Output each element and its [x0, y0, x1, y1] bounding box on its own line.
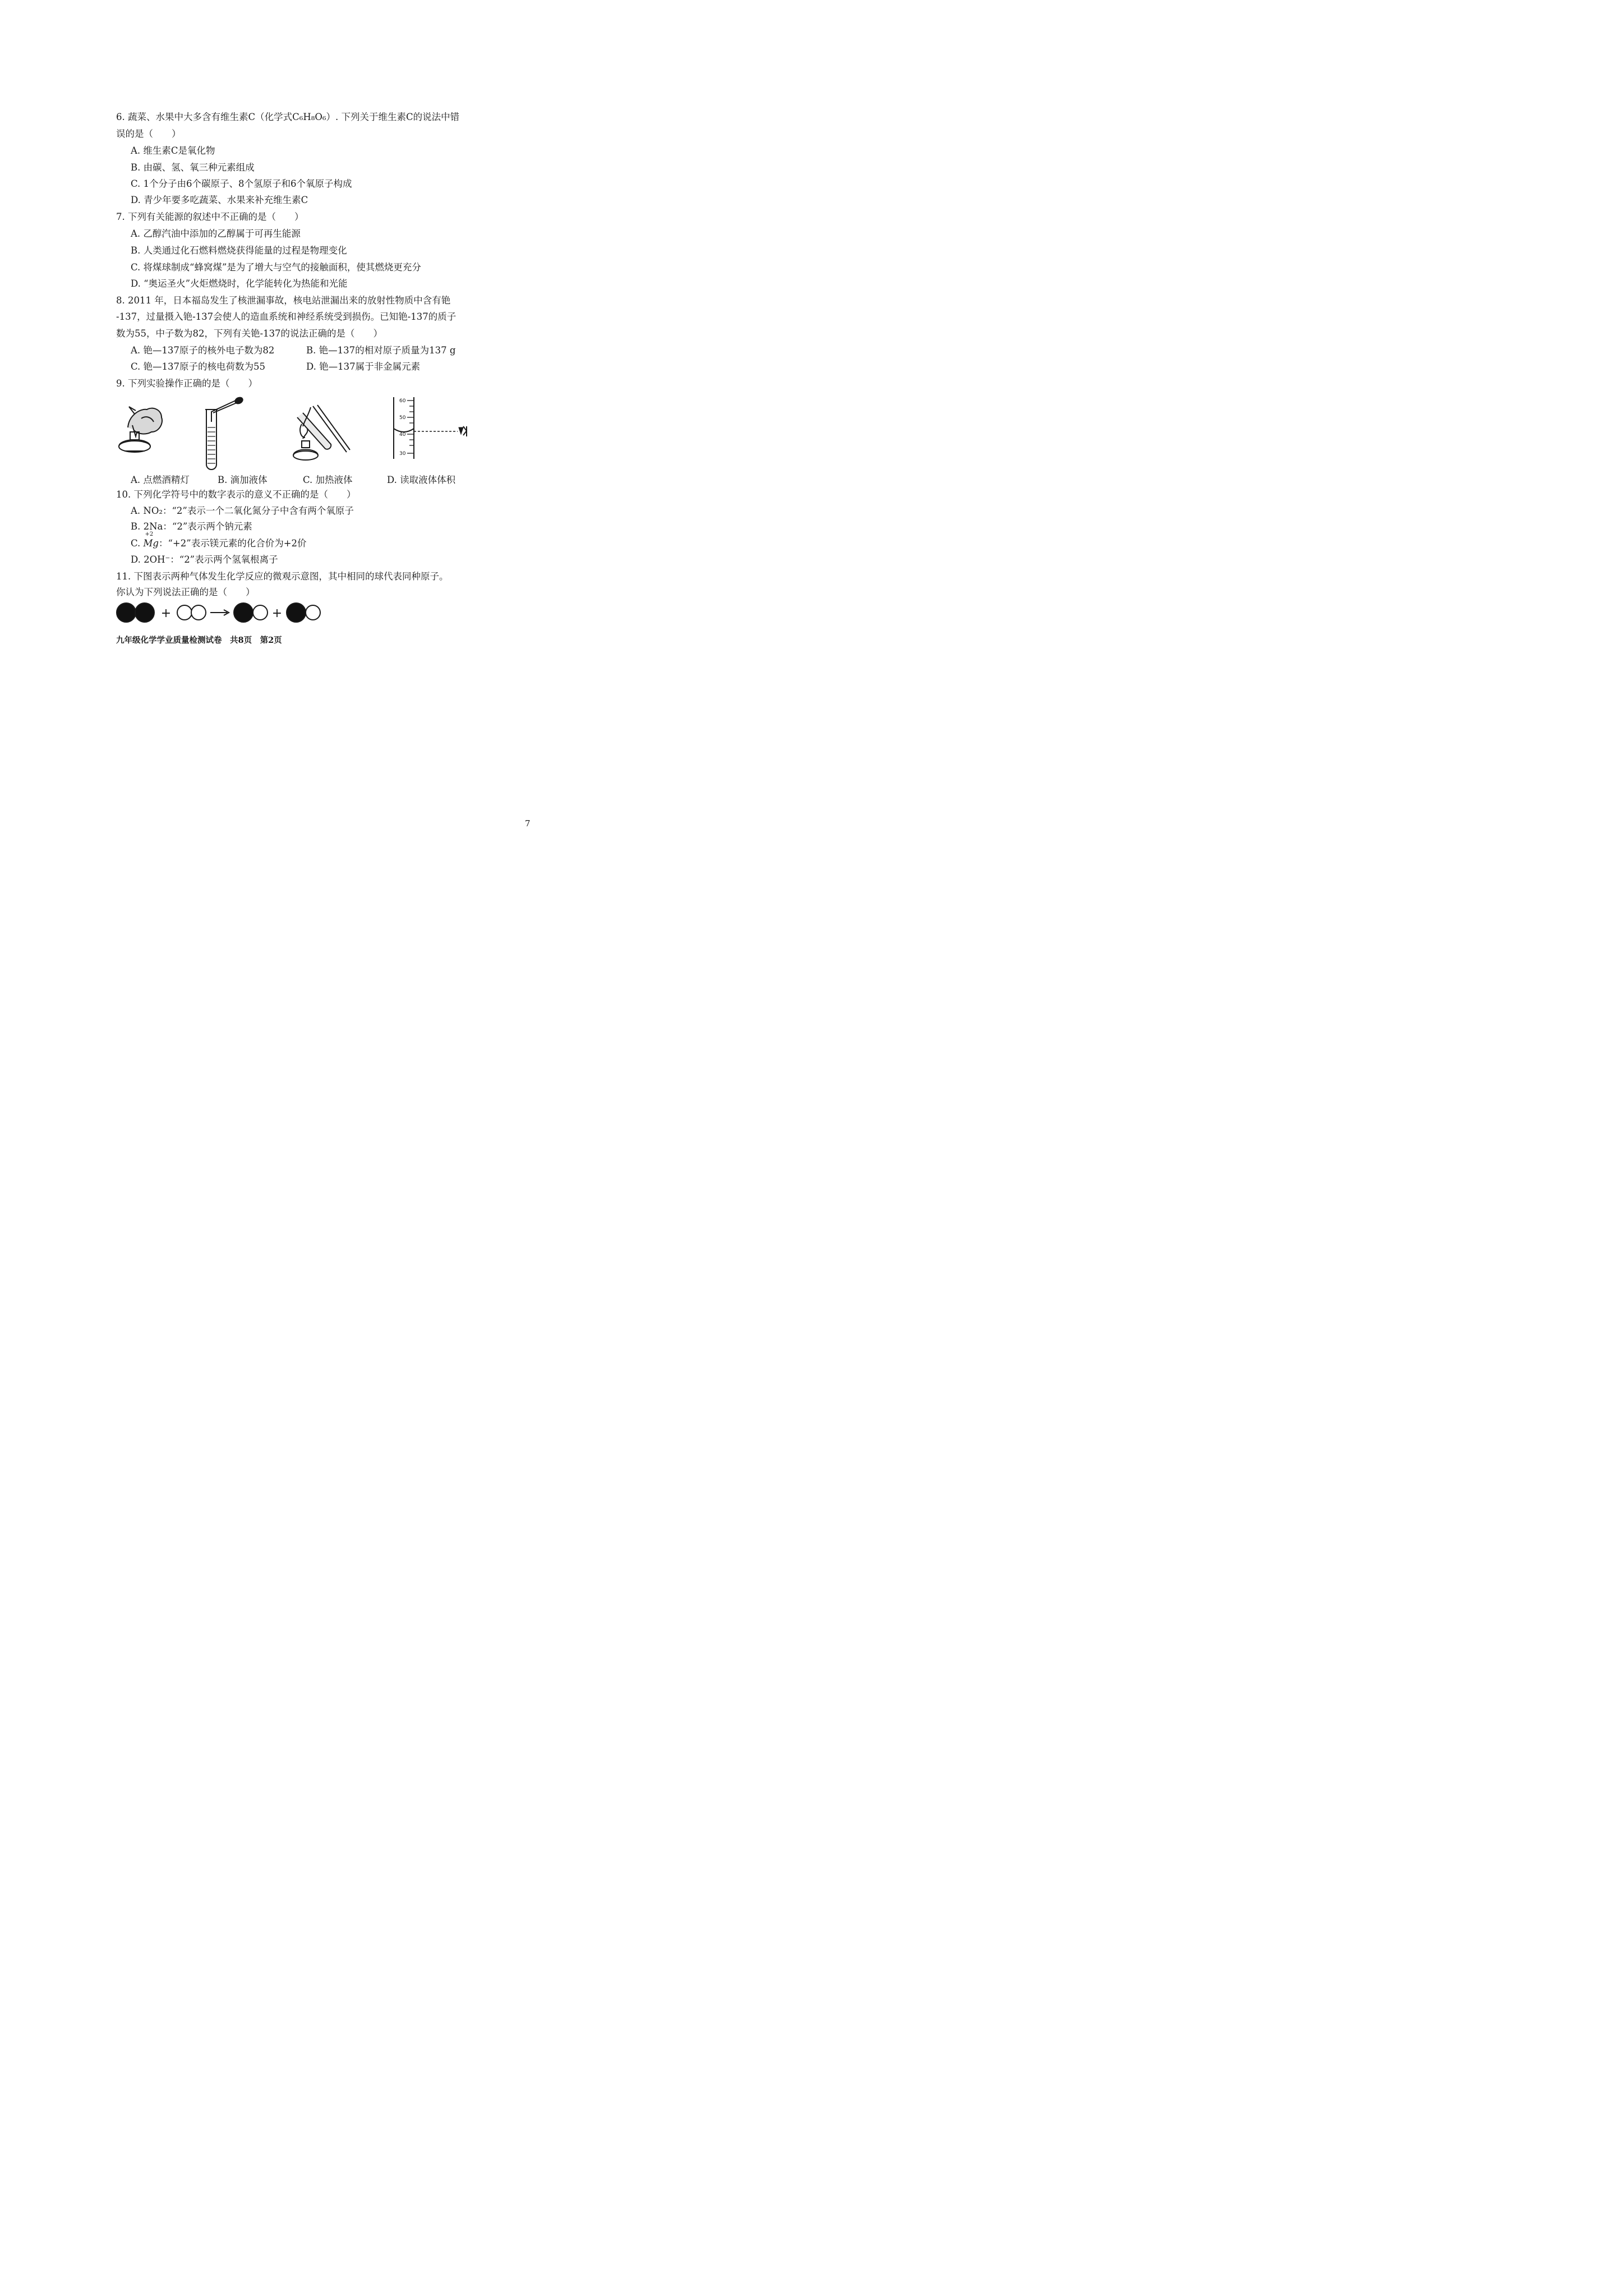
q7-option-b: B. 人类通过化石燃料燃烧获得能量的过程是物理变化 [131, 245, 347, 256]
q9-stem: 9. 下列实验操作正确的是（ ） [116, 378, 257, 389]
plus-sign: + [160, 606, 172, 620]
q8-stem-line1: 8. 2011 年，日本福岛发生了核泄漏事故，核电站泄漏出来的放射性物质中含有铯 [116, 295, 451, 306]
mg-with-charge [143, 531, 159, 549]
alcohol-lamp-lighting-figure [112, 393, 174, 460]
cylinder-tick-40: 40 [399, 432, 406, 438]
q8-option-a: A. 铯—137原子的核外电子数为82 [131, 345, 275, 356]
q10-stem: 10. 下列化学符号中的数字表示的意义不正确的是（ ） [116, 489, 356, 500]
q10-option-c-prefix: C. [131, 538, 144, 549]
q7-option-d: D. “奥运圣火”火炬燃烧时，化学能转化为热能和光能 [131, 278, 348, 289]
plus-sign: + [271, 606, 283, 620]
q8-option-b: B. 铯—137的相对原子质量为137 g [306, 345, 456, 356]
white-atom [177, 605, 192, 620]
black-atom [117, 603, 136, 622]
dropper-test-tube-figure [196, 393, 247, 471]
q9-caption-d: D. 读取液体体积 [387, 475, 456, 485]
q6-stem-line1: 6. 蔬菜、水果中大多含有维生素C（化学式C₆H₈O₆）. 下列关于维生素C的说法中错 [116, 112, 460, 122]
white-atom [306, 605, 320, 620]
q9-caption-a: A. 点燃酒精灯 [131, 475, 190, 485]
q8-option-c: C. 铯—137原子的核电荷数为55 [131, 361, 266, 372]
cylinder-tick-50: 50 [399, 415, 406, 421]
reaction-diagram [112, 599, 331, 626]
black-atom [135, 603, 154, 622]
q8-option-d: D. 铯—137属于非金属元素 [306, 361, 421, 372]
q9-caption-c: C. 加热液体 [303, 475, 353, 485]
q11-stem-line1: 11. 下图表示两种气体发生化学反应的微观示意图，其中相同的球代表同种原子。 [116, 571, 449, 582]
q8-stem-line3: 数为55，中子数为82，下列有关铯-137的说法正确的是（ ） [116, 328, 383, 339]
q7-stem: 7. 下列有关能源的叙述中不正确的是（ ） [116, 211, 304, 222]
q6-option-d: D. 青少年要多吃蔬菜、水果来补充维生素C [131, 195, 308, 205]
q10-option-b: B. 2Na：“2”表示两个钠元素 [131, 521, 252, 532]
q6-option-c: C. 1个分子由6个碳原子、8个氢原子和6个氧原子构成 [131, 178, 352, 189]
exam-footer: 九年级化学学业质量检测试卷 共8页 第2页 [116, 636, 282, 645]
q7-option-a: A. 乙醇汽油中添加的乙醇属于可再生能源 [131, 228, 301, 239]
mg-valence-mark: +2 [145, 531, 154, 537]
q10-option-c-text: ：“+2”表示镁元素的化合价为+2价 [159, 538, 307, 549]
black-atom [234, 603, 253, 622]
q10-option-c [131, 531, 307, 549]
black-atom [287, 603, 306, 622]
q6-stem-line2: 误的是（ ） [116, 128, 181, 139]
cylinder-tick-60: 60 [399, 398, 406, 404]
q6-option-a: A. 维生素C是氧化物 [131, 145, 215, 156]
mg-symbol: Mg [143, 538, 159, 549]
q7-option-c: C. 将煤球制成“蜂窝煤”是为了增大与空气的接触面积，使其燃烧更充分 [131, 262, 421, 273]
q9-caption-b: B. 滴加液体 [218, 475, 268, 485]
q10-option-a: A. NO₂：“2”表示一个二氧化氮分子中含有两个氧原子 [131, 505, 354, 516]
white-atom [191, 605, 206, 620]
heating-liquid-figure [280, 393, 353, 471]
cylinder-tick-30: 30 [399, 451, 406, 457]
white-atom [253, 605, 268, 620]
graduated-cylinder-reading-figure [387, 393, 477, 463]
q8-stem-line2: -137，过量摄入铯-137会使人的造血系统和神经系统受到损伤。已知铯-137的质子 [116, 311, 457, 322]
q11-stem-line2: 你认为下列说法正确的是（ ） [116, 587, 255, 597]
q6-option-b: B. 由碳、氢、氧三种元素组成 [131, 162, 255, 173]
q10-option-d: D. 2OH⁻：“2”表示两个氢氧根离子 [131, 554, 278, 565]
page-number: 7 [525, 818, 531, 829]
